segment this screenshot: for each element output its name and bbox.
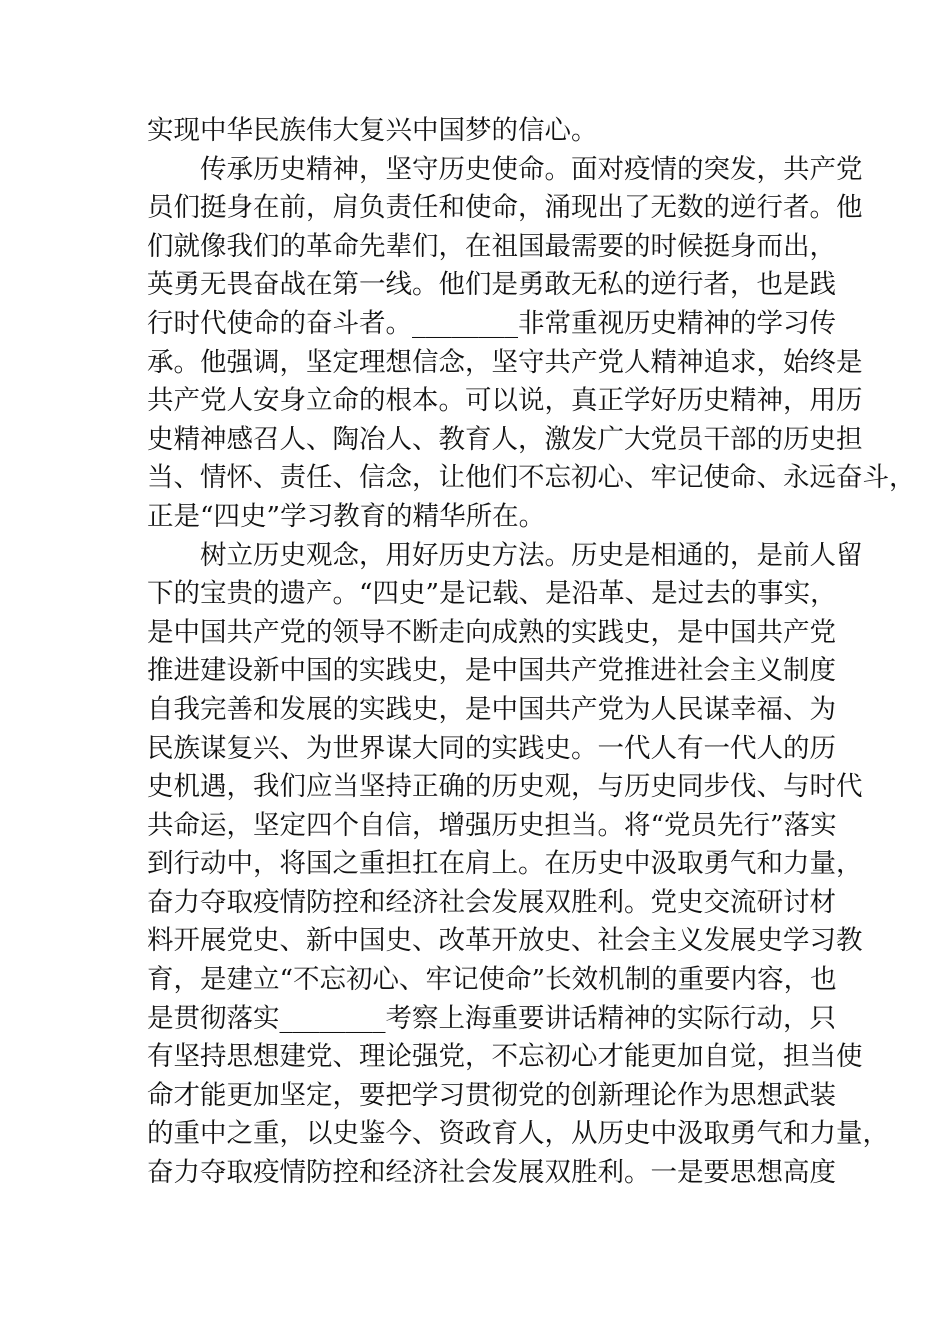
paragraph-first-line: 传承历史精神，坚守历史使命。面对疫情的突发，共产党	[200, 153, 863, 185]
text-line: 行时代使命的奋斗者。________非常重视历史精神的学习传	[147, 307, 836, 339]
text-line: 推进建设新中国的实践史，是中国共产党推进社会主义制度	[147, 655, 836, 687]
text-line: 承。他强调，坚定理想信念，坚守共产党人精神追求，始终是	[147, 346, 863, 378]
text-line: 有坚持思想建党、理论强党，不忘初心才能更加自觉，担当使	[147, 1041, 863, 1073]
paragraph-first-line: 树立历史观念，用好历史方法。历史是相通的，是前人留	[200, 539, 863, 571]
text-line: 自我完善和发展的实践史，是中国共产党为人民谋幸福、为	[147, 693, 836, 725]
text-line: 下的宝贵的遗产。“四史”是记载、是沿革、是过去的事实，	[147, 578, 837, 610]
text-line: 民族谋复兴、为世界谋大同的实践史。一代人有一代人的历	[147, 732, 836, 764]
body-text	[147, 112, 916, 1193]
text-line: 正是“四史”学习教育的精华所在。	[147, 500, 546, 532]
text-line: 的重中之重，以史鉴今、资政育人，从历史中汲取勇气和力量，	[147, 1118, 889, 1150]
text-line: 员们挺身在前，肩负责任和使命，涌现出了无数的逆行者。他	[147, 192, 863, 224]
text-line: 当、情怀、责任、信念，让他们不忘初心、牢记使命、永远奋斗，	[147, 462, 916, 494]
text-line: 共命运，坚定四个自信，增强历史担当。将“党员先行”落实	[147, 809, 837, 841]
text-line: 奋力夺取疫情防控和经济社会发展双胜利。党史交流研讨材	[147, 886, 836, 918]
text-line: 实现中华民族伟大复兴中国梦的信心。	[147, 115, 598, 146]
text-line: 共产党人安身立命的根本。可以说，真正学好历史精神，用历	[147, 385, 863, 417]
text-line: 是中国共产党的领导不断走向成熟的实践史，是中国共产党	[147, 616, 836, 648]
text-line: 们就像我们的革命先辈们，在祖国最需要的时候挺身而出，	[147, 230, 836, 262]
text-line: 史机遇，我们应当坚持正确的历史观，与历史同步伐、与时代	[147, 771, 863, 803]
text-line: 到行动中，将国之重担扛在肩上。在历史中汲取勇气和力量，	[147, 848, 863, 880]
text-line: 命才能更加坚定，要把学习贯彻党的创新理论作为思想武装	[147, 1079, 836, 1111]
text-line: 奋力夺取疫情防控和经济社会发展双胜利。一是要思想高度	[147, 1157, 836, 1189]
text-line: 是贯彻落实________考察上海重要讲话精神的实际行动，只	[147, 1002, 836, 1034]
text-line: 史精神感召人、陶冶人、教育人，激发广大党员干部的历史担	[147, 423, 863, 455]
text-line: 料开展党史、新中国史、改革开放史、社会主义发展史学习教	[147, 925, 863, 957]
text-line: 英勇无畏奋战在第一线。他们是勇敢无私的逆行者，也是践	[147, 269, 836, 301]
text-line: 育，是建立“不忘初心、牢记使命”长效机制的重要内容，也	[147, 964, 837, 996]
